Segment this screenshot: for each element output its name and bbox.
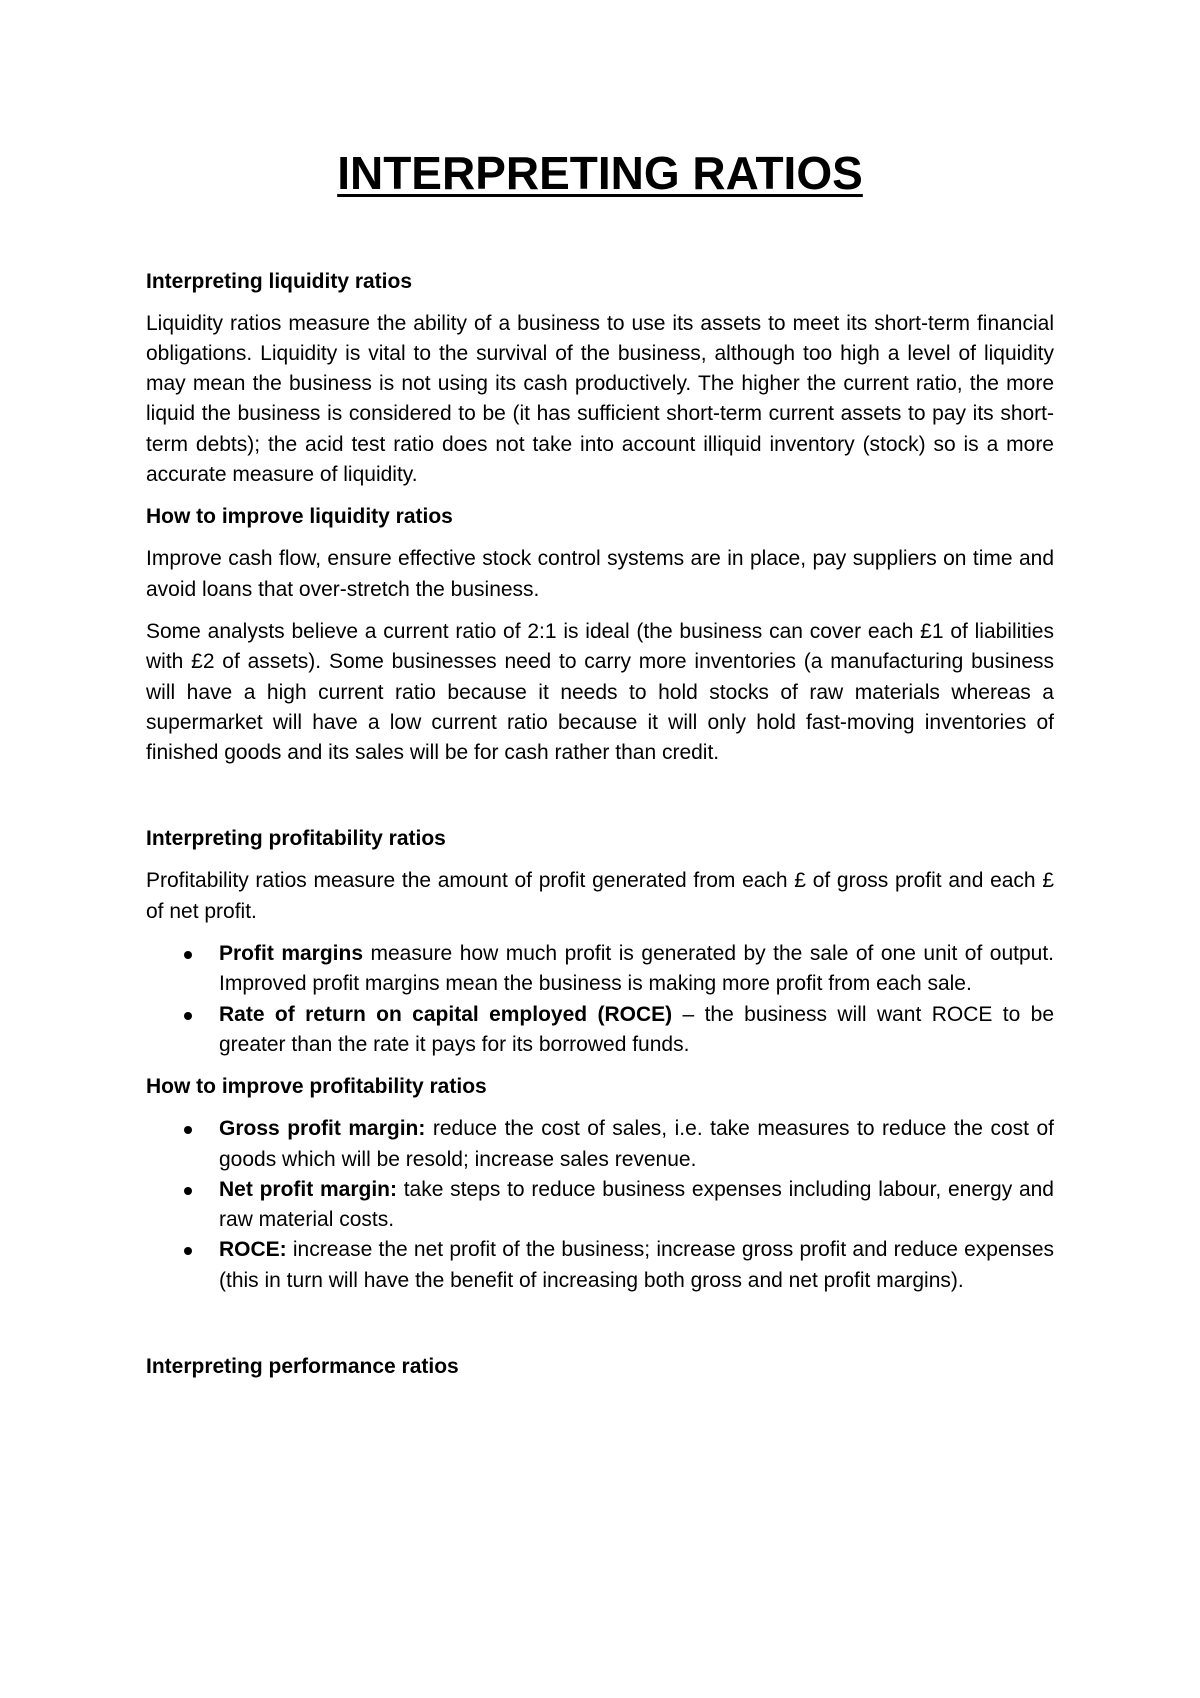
heading-improve-profitability: How to improve profitability ratios (146, 1075, 487, 1099)
heading-profitability: Interpreting profitability ratios (146, 827, 446, 851)
bullet-text: reduce the cost of sales, i.e. take measures to reduce the cost of goods which will be resold; increase sales revenue. (219, 1117, 1054, 1171)
list-item (146, 1175, 1054, 1236)
heading-improve-liquidity: How to improve liquidity ratios (146, 505, 453, 529)
paragraph-improve-liquidity-2: Some analysts believe a current ratio of 2:1 is ideal (the business can cover each £1 of liabilities with £2 of assets). Some businesses need to carry more inventories (a manufacturing business will have a high current ratio because it needs to hold stocks of raw materials whereas a supermarket will have a low current ratio because it will only hold fast-moving inventories of finished goods and its sales will be for cash rather than credit. (146, 619, 1054, 765)
bullet-term: Rate of return on capital employed (ROCE) (219, 1002, 673, 1026)
bullet-text: – the business will want ROCE to be greater than the rate it pays for its borrowed funds. (219, 1002, 1054, 1056)
list-item (146, 1000, 1054, 1061)
bullet-text: increase the net profit of the business; increase gross profit and reduce expenses (this in turn will have the benefit of increasing both gross and net profit margins). (219, 1238, 1054, 1292)
bullet-text: measure how much profit is generated by the sale of one unit of output. Improved profit margins mean the business is making more profit from each sale. (219, 942, 1054, 996)
list-item (146, 1235, 1054, 1296)
bullet-icon (184, 951, 192, 959)
bullet-term: Gross profit margin: (219, 1117, 426, 1141)
list-item (146, 1114, 1054, 1175)
page-title: INTERPRETING RATIOS (337, 147, 863, 199)
heading-liquidity: Interpreting liquidity ratios (146, 269, 413, 293)
paragraph-liquidity: Liquidity ratios measure the ability of a business to use its assets to meet its short-term financial obligations. Liquidity is vital to the survival of the business, although too high a level of liquidity may mean the business is not using its cash productively. The higher the current ratio, the more liquid the business is considered to be (it has sufficient short-term current assets to pay its short-term debts); the acid test ratio does not take into account illiquid inventory (stock) so is a more accurate measure of liquidity. (146, 311, 1054, 487)
profitability-bullet-list (146, 939, 1054, 1060)
bullet-term: Profit margins (219, 942, 364, 966)
bullet-term: ROCE: (219, 1238, 287, 1262)
paragraph-improve-liquidity-1: Improve cash flow, ensure effective stock control systems are in place, pay suppliers on time and avoid loans that over-stretch the business. (146, 547, 1054, 601)
bullet-term: Net profit margin: (219, 1177, 397, 1201)
bullet-icon (184, 1126, 192, 1134)
bullet-icon (184, 1187, 192, 1195)
bullet-text: take steps to reduce business expenses including labour, energy and raw material costs. (219, 1177, 1054, 1232)
bullet-icon (184, 1012, 192, 1020)
heading-performance: Interpreting performance ratios (146, 1355, 459, 1379)
bullet-icon (184, 1247, 192, 1255)
improve-profitability-bullet-list (146, 1114, 1054, 1296)
paragraph-profitability: Profitability ratios measure the amount of profit generated from each £ of gross profit and each £ of net profit. (146, 869, 1054, 923)
list-item (146, 939, 1054, 1000)
